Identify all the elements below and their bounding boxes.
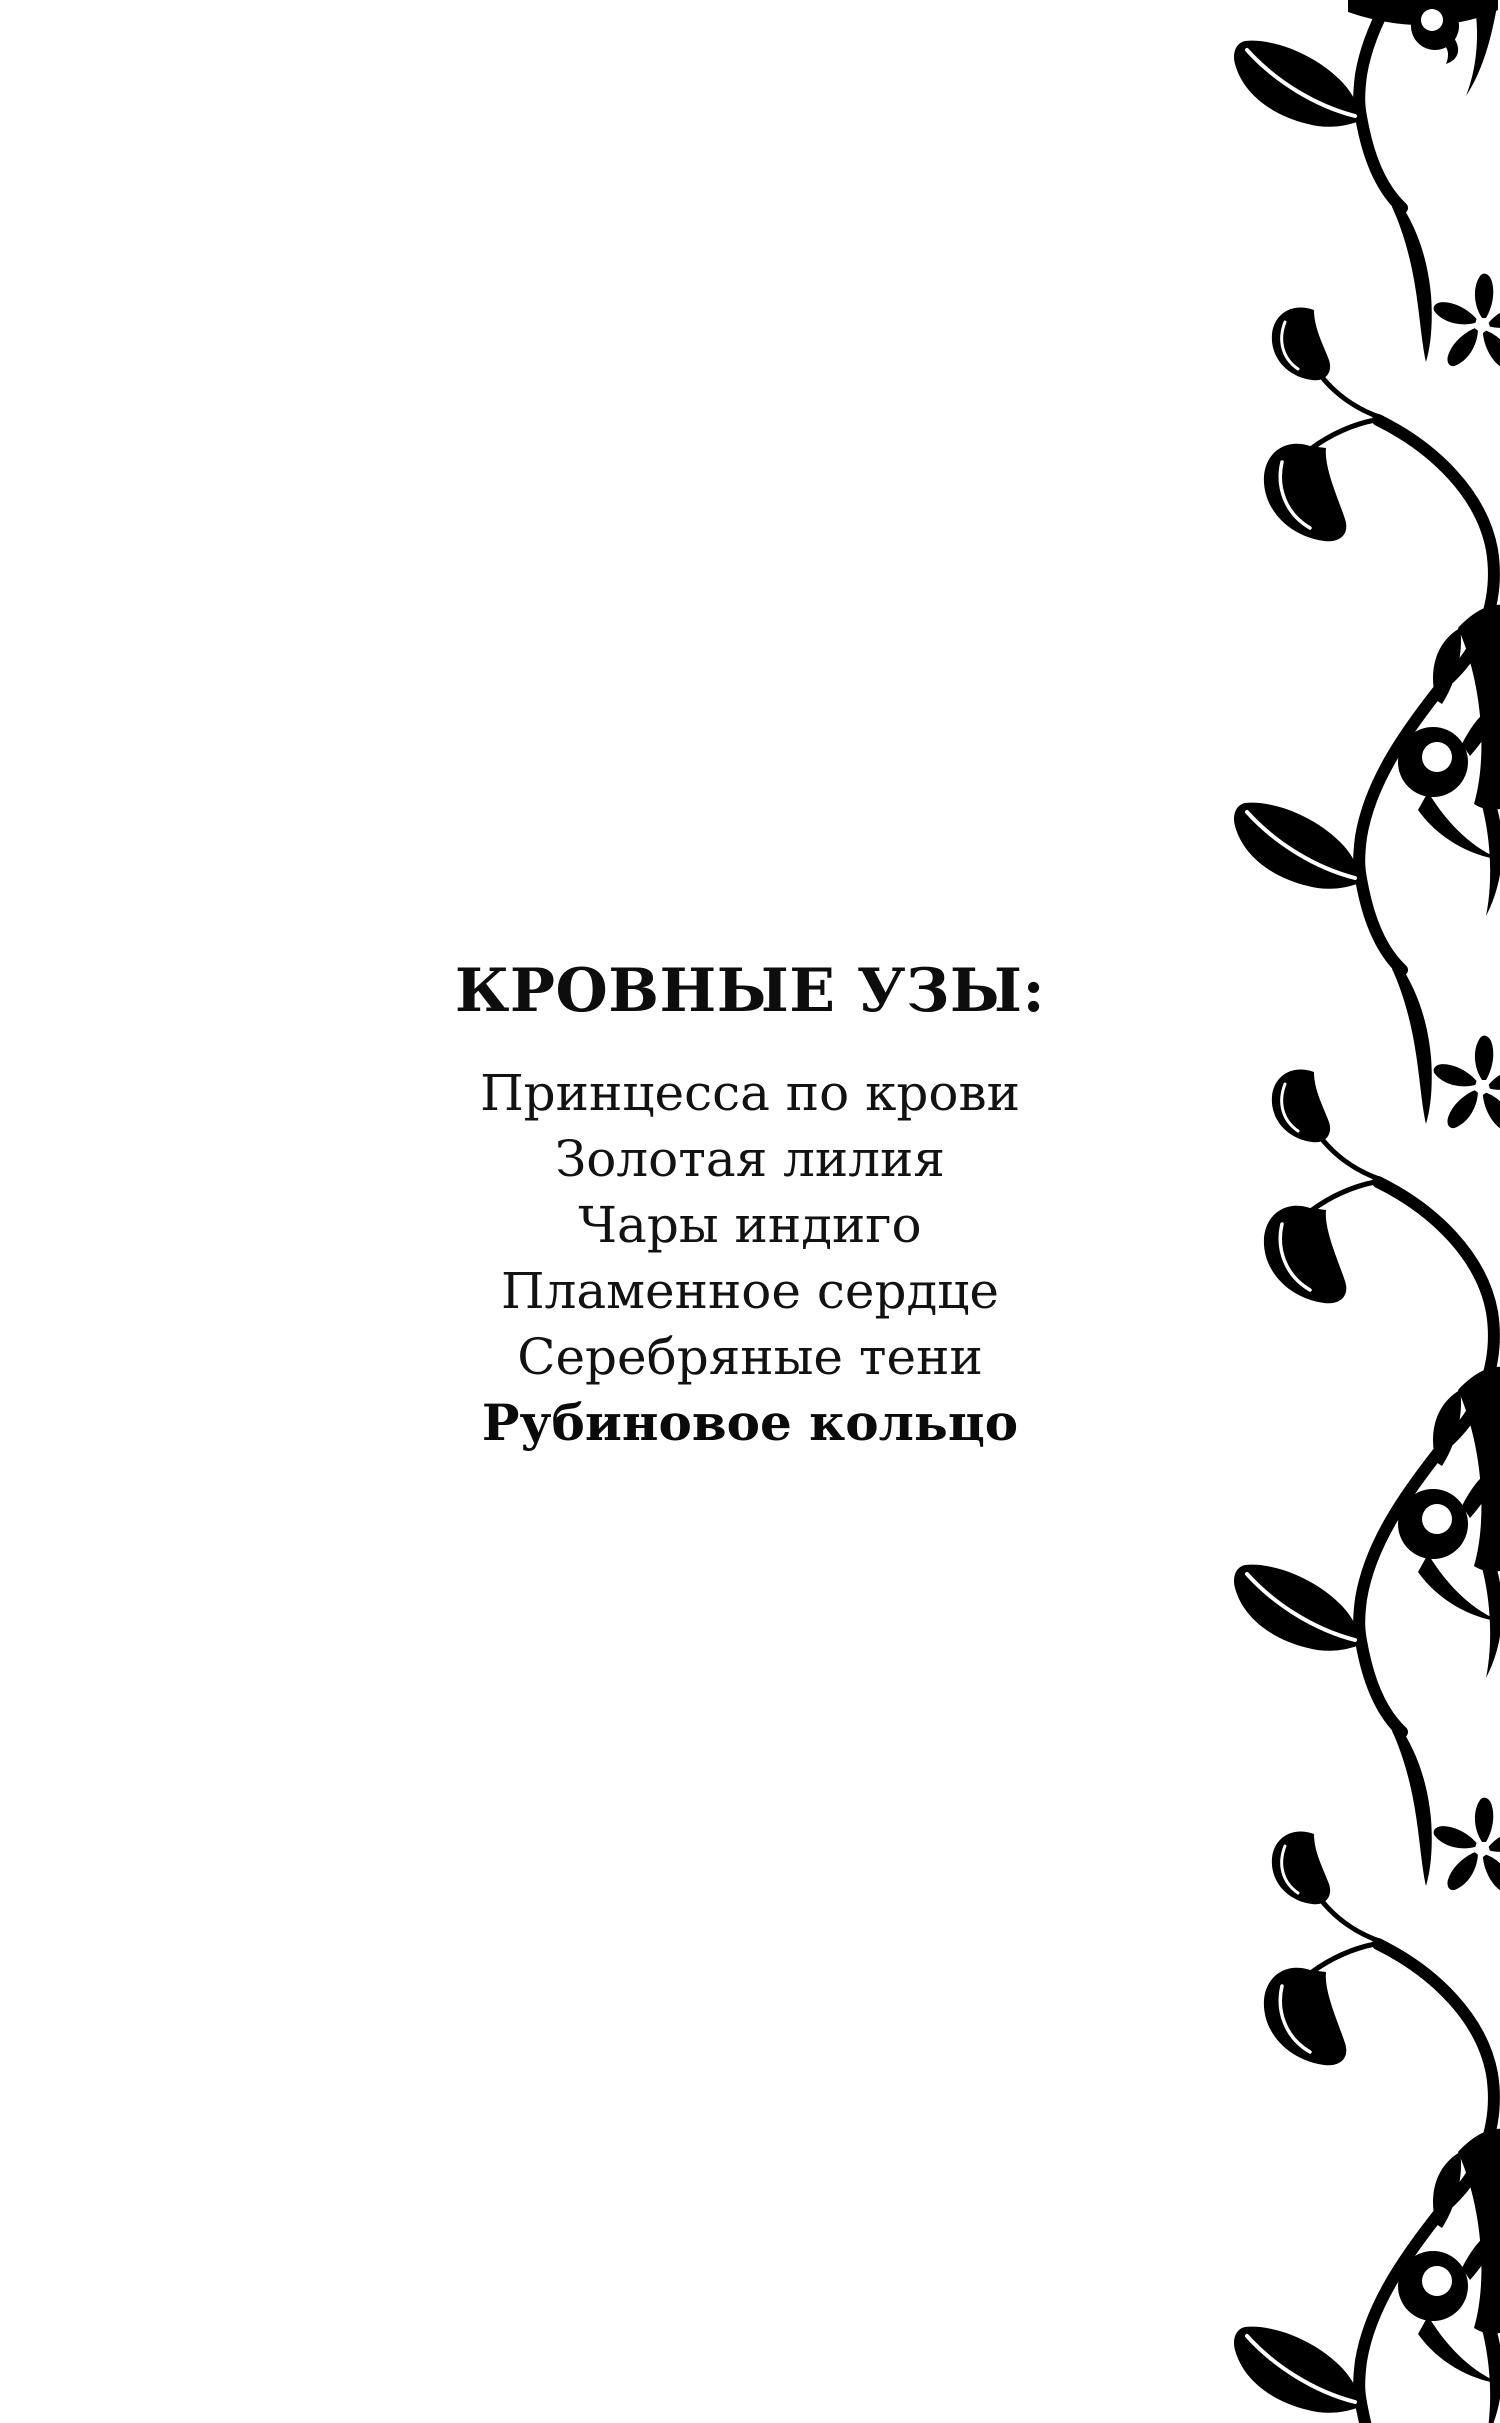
book-title: Принцесса по крови	[480, 1064, 1020, 1122]
book-title-current: Рубиновое кольцо	[481, 1393, 1019, 1452]
book-title: Серебряные тени	[517, 1328, 983, 1386]
book-title: Золотая лилия	[555, 1130, 945, 1188]
series-title: КРОВНЫЕ УЗЫ:	[454, 956, 1046, 1026]
book-title: Чары индиго	[578, 1196, 922, 1254]
floral-vine-ornament	[1230, 0, 1500, 2423]
book-title: Пламенное сердце	[500, 1262, 1000, 1320]
